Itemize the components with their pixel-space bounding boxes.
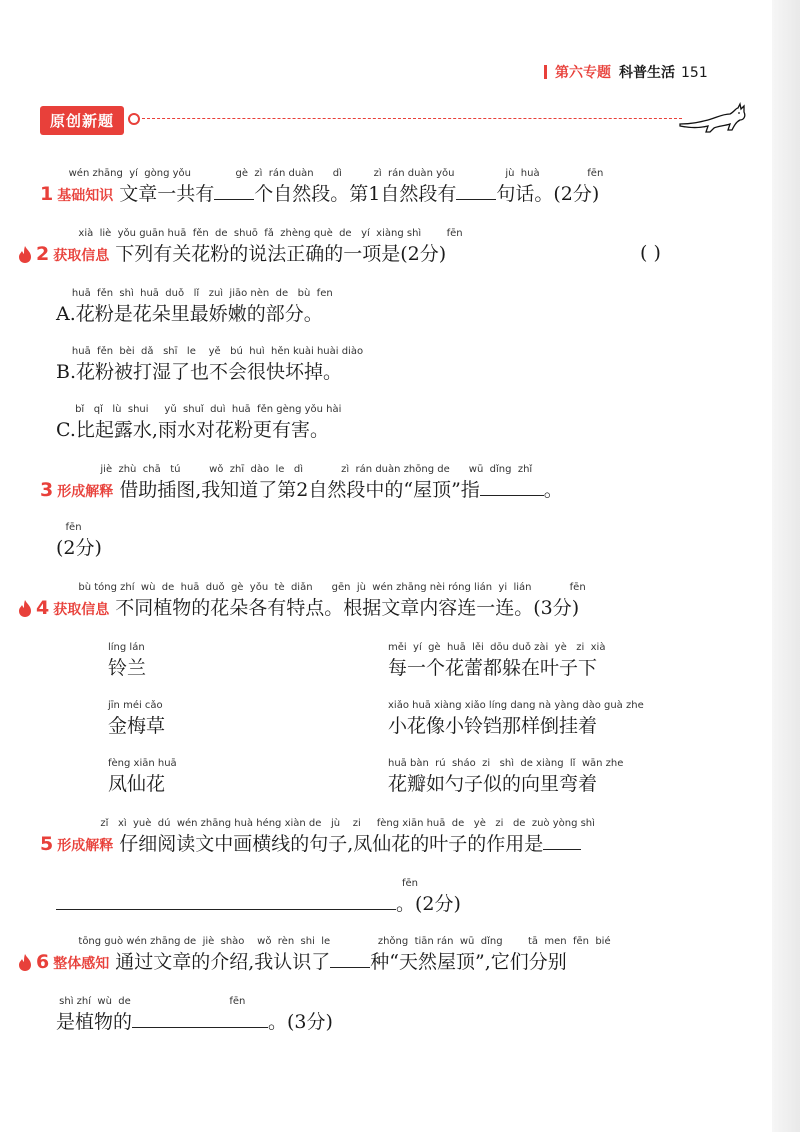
answer-blank[interactable] <box>56 909 396 910</box>
pinyin-line: měi yí gè huā lěi dōu duǒ zài yè zi xià <box>388 642 606 653</box>
pinyin-line: huā fěn bèi dǎ shī le yě bú huì hěn kuài huài diào <box>56 346 364 357</box>
question-tag: 获取信息 <box>53 248 110 264</box>
pinyin-line: fèng xiān huā <box>108 758 177 769</box>
text-segment: 句话。(2分) <box>496 183 600 205</box>
header-bar <box>544 65 547 79</box>
pinyin-line: líng lán <box>108 642 145 653</box>
question-6-cont <box>56 996 333 1034</box>
pinyin-line: huā fěn shì huā duǒ lǐ zuì jiāo nèn de bù fen <box>56 288 333 299</box>
answer-blank[interactable] <box>132 1027 268 1028</box>
fire-icon <box>18 599 32 617</box>
pinyin-line: shì zhí wù de fēn <box>56 996 246 1007</box>
question-number: 3 <box>40 479 54 501</box>
pinyin-line: bù tóng zhí wù de huā duǒ gè yǒu tè diǎn gēn jù wén zhāng nèi róng lián yi lián fēn <box>18 582 586 593</box>
fire-icon <box>18 245 32 263</box>
page-edge-shadow <box>772 0 800 1132</box>
pinyin-line: jīn méi cǎo <box>108 700 163 711</box>
pinyin-line: fēn <box>56 522 82 533</box>
text-segment: 种“天然屋顶”,它们分别 <box>370 951 567 973</box>
question-number: 6 <box>36 951 50 973</box>
match-right-item[interactable] <box>388 758 623 796</box>
question-text <box>18 242 463 268</box>
match-right-item[interactable] <box>388 700 644 738</box>
text-segment: 个自然段。第1自然段有 <box>254 183 457 205</box>
option-text: A.花粉是花朵里最娇嫩的部分。 <box>56 303 323 325</box>
question-text <box>56 1010 333 1034</box>
match-text: 每一个花蕾都躲在叶子下 <box>388 657 598 679</box>
pinyin-line: zǐ xì yuè dú wén zhāng huà héng xiàn de jù zi fèng xiān huā de yè zi de zuò yòng shì <box>40 818 595 829</box>
question-number: 5 <box>40 833 54 855</box>
question-2 <box>18 228 463 268</box>
text-segment: 借助插图,我知道了第2自然段中的“屋顶”指 <box>119 479 480 501</box>
question-3 <box>40 464 563 504</box>
match-text: 凤仙花 <box>108 773 166 795</box>
question-tag: 获取信息 <box>53 602 110 618</box>
banner-dashed-line <box>142 118 682 119</box>
match-text: 花瓣如勺子似的向里弯着 <box>388 773 598 795</box>
question-tag: 形成解释 <box>57 838 114 854</box>
question-text <box>56 892 461 916</box>
match-text: 金梅草 <box>108 715 166 737</box>
header-chapter: 第六专题 <box>555 65 611 81</box>
question-4 <box>18 582 586 622</box>
option-a[interactable] <box>56 288 333 326</box>
pinyin-line: xià liè yǒu guān huā fěn de shuō fǎ zhèng què de yí xiàng shì fēn <box>18 228 463 239</box>
fire-icon <box>18 953 32 971</box>
question-text <box>40 478 563 504</box>
question-1 <box>40 168 603 208</box>
question-6 <box>18 936 611 976</box>
match-left-item[interactable] <box>108 642 146 680</box>
question-tag: 基础知识 <box>57 188 114 204</box>
match-text: 铃兰 <box>108 657 147 679</box>
text-segment: 文章一共有 <box>119 183 215 205</box>
answer-blank[interactable] <box>456 199 496 200</box>
text-segment: 。 <box>543 479 563 501</box>
cat-icon <box>678 102 748 136</box>
answer-parentheses[interactable]: ( ) <box>640 242 661 264</box>
pinyin-line: bǐ qǐ lù shui yǔ shuǐ duì huā fěn gèng yǒu hài <box>56 404 342 415</box>
match-right-item[interactable] <box>388 642 605 680</box>
question-text <box>18 596 586 622</box>
question-tag: 整体感知 <box>53 956 110 972</box>
header-topic: 科普生活 <box>619 65 675 81</box>
text-segment: 是植物的 <box>56 1011 133 1033</box>
question-number: 1 <box>40 183 54 205</box>
match-left-item[interactable] <box>108 700 165 738</box>
question-text <box>40 182 603 208</box>
text-segment: 。(3分) <box>268 1011 333 1033</box>
option-b[interactable] <box>56 346 363 384</box>
text-segment: 仔细阅读文中画横线的句子,凤仙花的叶子的作用是 <box>119 833 544 855</box>
text-segment: 通过文章的介绍,我认识了 <box>115 951 331 973</box>
answer-blank[interactable] <box>330 967 370 968</box>
pinyin-line: wén zhāng yí gòng yǒu gè zì rán duàn dì zì rán duàn yǒu jù huà fēn <box>40 168 604 179</box>
score-text: (2分) <box>56 537 102 559</box>
pinyin-line: jiè zhù chā tú wǒ zhī dào le dì zì rán duàn zhōng de wū dǐng zhǐ <box>40 464 533 475</box>
text-segment: 不同植物的花朵各有特点。根据文章内容连一连。(3分) <box>115 597 580 619</box>
section-banner <box>40 106 710 136</box>
answer-blank[interactable] <box>214 199 254 200</box>
section-badge: 原创新题 <box>40 106 124 135</box>
text-segment: 。(2分) <box>396 893 461 915</box>
option-text: B.花粉被打湿了也不会很快坏掉。 <box>56 361 343 383</box>
pinyin-line: huā bàn rú sháo zi shì de xiàng lǐ wān zhe <box>388 758 624 769</box>
question-3-score <box>56 522 102 560</box>
page-number: 151 <box>681 65 708 81</box>
question-number: 2 <box>36 243 50 265</box>
pinyin-line: xiǎo huā xiàng xiǎo líng dang nà yàng dào guà zhe <box>388 700 644 711</box>
page-header <box>544 62 708 82</box>
match-text: 小花像小铃铛那样倒挂着 <box>388 715 598 737</box>
question-tag: 形成解释 <box>57 484 114 500</box>
answer-blank[interactable] <box>480 495 544 496</box>
banner-dot <box>128 113 140 125</box>
match-left-item[interactable] <box>108 758 177 796</box>
answer-blank[interactable] <box>543 849 581 850</box>
option-c[interactable] <box>56 404 341 442</box>
text-segment: 下列有关花粉的说法正确的一项是(2分) <box>115 243 447 265</box>
question-5-cont <box>56 878 461 916</box>
pinyin-line: tōng guò wén zhāng de jiè shào wǒ rèn shi le zhǒng tiān rán wū dǐng tā men fēn bié <box>18 936 611 947</box>
pinyin-line: fēn <box>402 878 419 889</box>
question-5 <box>40 818 595 858</box>
question-number: 4 <box>36 597 50 619</box>
question-text <box>40 832 595 858</box>
option-text: C.比起露水,雨水对花粉更有害。 <box>56 419 329 441</box>
question-text <box>18 950 611 976</box>
